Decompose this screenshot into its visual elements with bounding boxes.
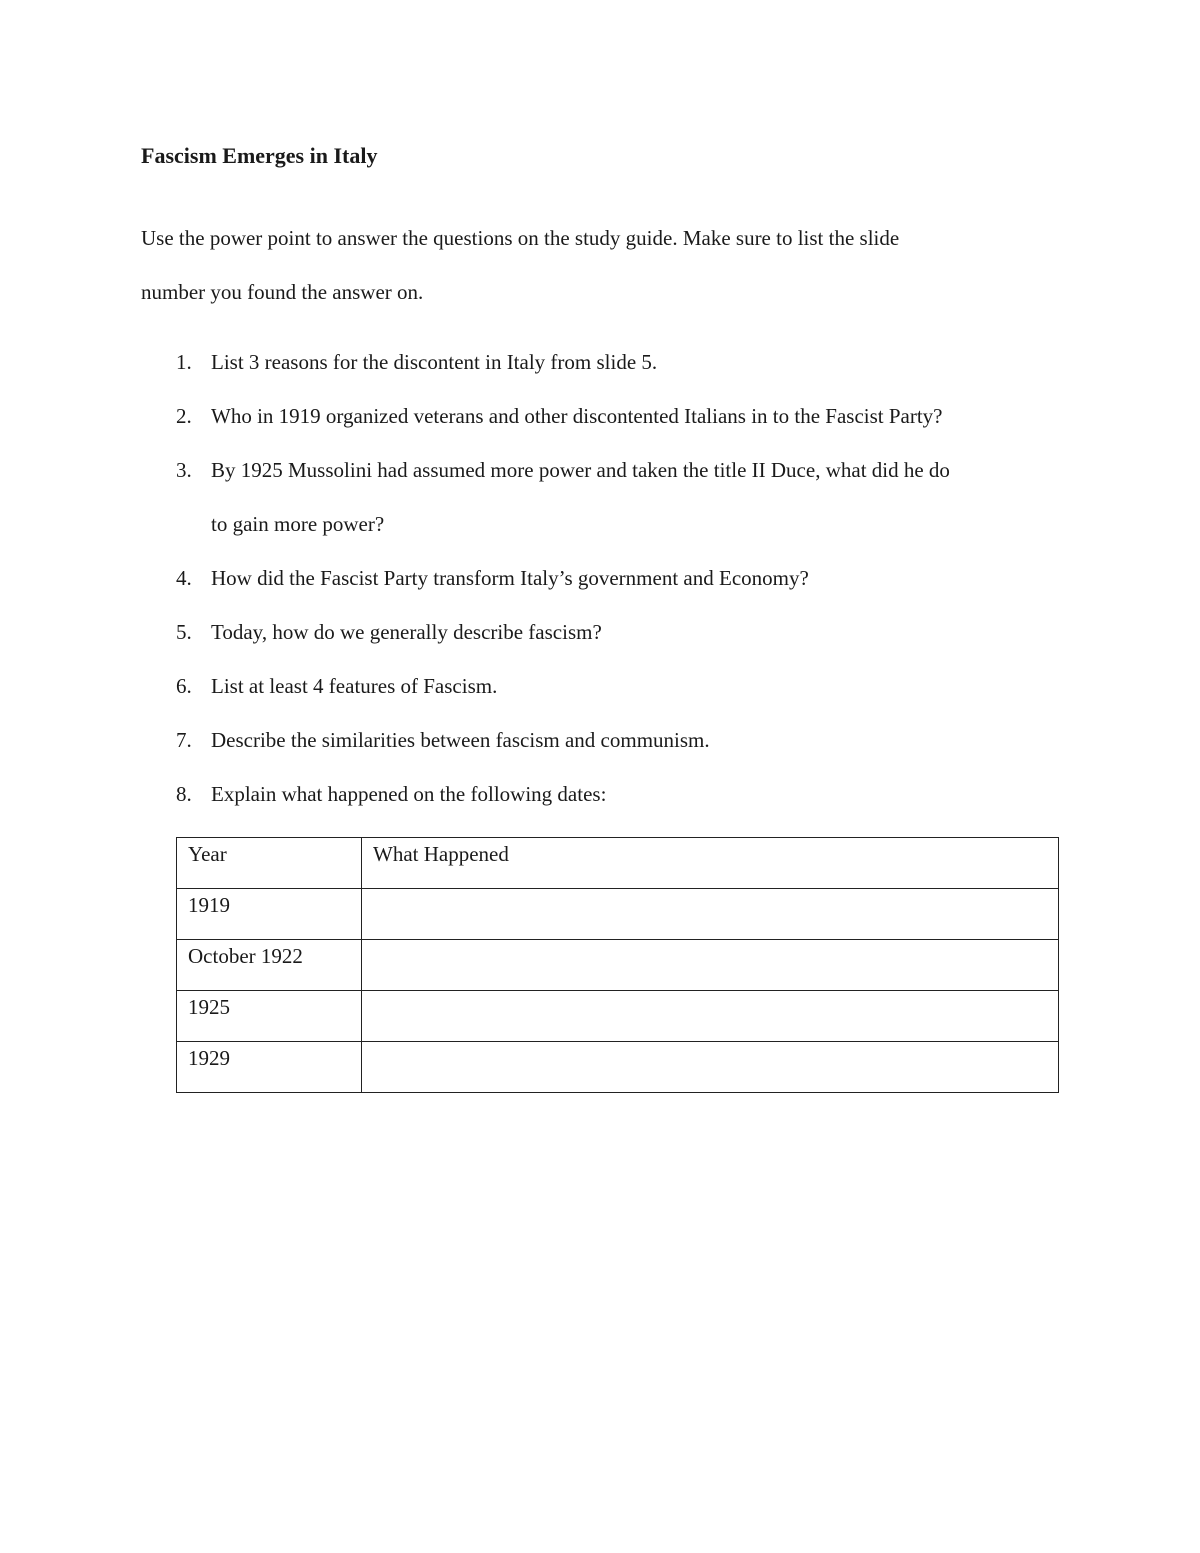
answer-cell[interactable] (362, 991, 1059, 1042)
question-text: Explain what happened on the following dates: (211, 782, 607, 806)
intro-line: Use the power point to answer the questions on the study guide. Make sure to list the slide (141, 226, 900, 250)
question-number: 7. (176, 728, 192, 752)
question-number: 3. (176, 458, 192, 482)
table-row (177, 889, 1059, 940)
dates-table (176, 837, 1059, 1093)
answer-cell[interactable] (362, 1042, 1059, 1093)
question-number: 8. (176, 782, 192, 806)
question-item (0, 605, 950, 659)
question-number: 4. (176, 566, 192, 590)
question-number: 5. (176, 620, 192, 644)
table-row (177, 1042, 1059, 1093)
question-list (0, 335, 950, 821)
question-text: By 1925 Mussolini had assumed more power and taken the title II Duce, what did he do (211, 458, 950, 482)
document-title: Fascism Emerges in Italy (141, 143, 378, 168)
question-text: Who in 1919 organized veterans and other discontented Italians in to the Fascist Party? (211, 404, 943, 428)
question-number: 2. (176, 404, 192, 428)
table-row (177, 940, 1059, 991)
answer-cell[interactable] (362, 940, 1059, 991)
question-text: Today, how do we generally describe fascism? (211, 620, 602, 644)
year-cell: October 1922 (177, 940, 362, 991)
question-text: List at least 4 features of Fascism. (211, 674, 498, 698)
year-cell: 1929 (177, 1042, 362, 1093)
question-item (0, 551, 950, 605)
question-text-continued: to gain more power? (211, 512, 385, 536)
question-item (0, 443, 950, 551)
question-item (0, 389, 950, 443)
header-year: Year (177, 838, 362, 889)
year-cell: 1919 (177, 889, 362, 940)
table-row (177, 991, 1059, 1042)
question-text: Describe the similarities between fascism and communism. (211, 728, 710, 752)
intro-line: number you found the answer on. (141, 280, 424, 304)
table-header-row (177, 838, 1059, 889)
question-text: How did the Fascist Party transform Italy’s government and Economy? (211, 566, 809, 590)
question-number: 1. (176, 350, 192, 374)
year-cell: 1925 (177, 991, 362, 1042)
intro-paragraph (141, 211, 1041, 319)
question-number: 6. (176, 674, 192, 698)
header-what-happened: What Happened (362, 838, 1059, 889)
question-item (0, 335, 950, 389)
answer-cell[interactable] (362, 889, 1059, 940)
question-text: List 3 reasons for the discontent in Italy from slide 5. (211, 350, 658, 374)
question-item (0, 713, 950, 767)
question-item (0, 659, 950, 713)
question-item (0, 767, 950, 821)
